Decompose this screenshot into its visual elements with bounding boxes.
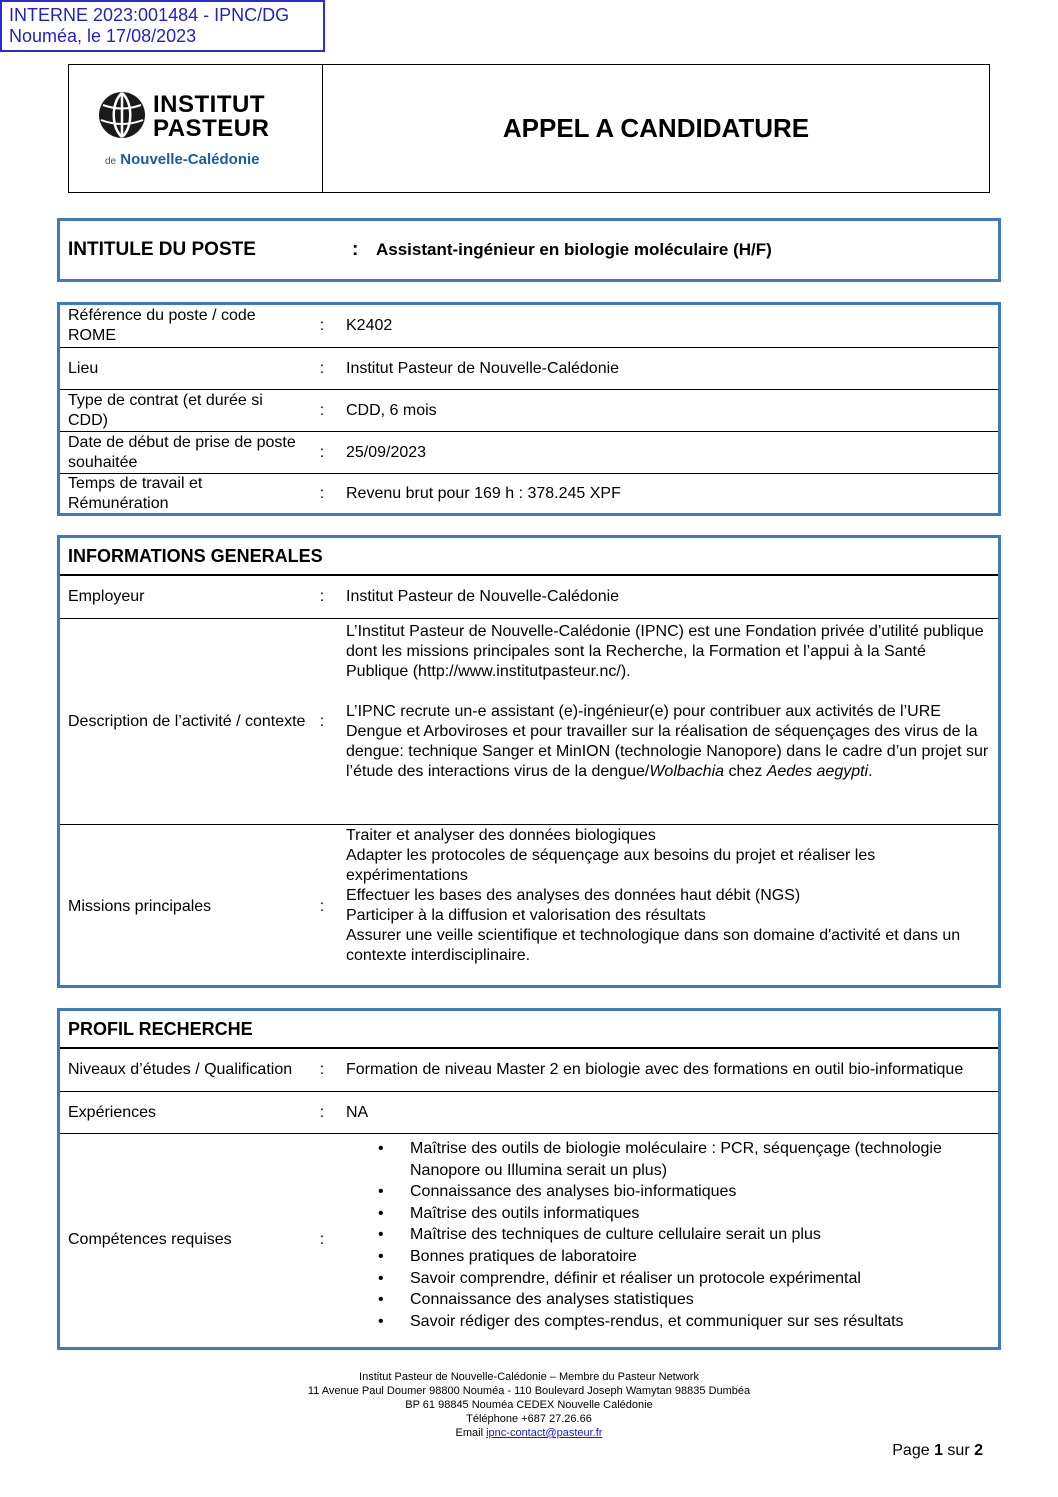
description-paragraph-1: L’Institut Pasteur de Nouvelle-Calédonie (IPNC) est une Fondation privée d’utilité publique dont les missions principales sont la Recherche, la Formation et l’appui à la Santé Publique (http://www.institutpasteur.nc/). [346, 623, 984, 680]
row-colon: : [319, 588, 325, 605]
list-item: • Maîtrise des outils informatiques [346, 1203, 992, 1225]
row-colon: : [319, 317, 325, 334]
institut-pasteur-logo [69, 65, 323, 192]
footer-line: Institut Pasteur de Nouvelle-Calédonie – Membre du Pasteur Network [359, 1371, 699, 1383]
table-row [60, 1091, 998, 1133]
list-item: • Connaissance des analyses statistiques [346, 1289, 992, 1311]
experience-label: Expériences [68, 1103, 157, 1121]
list-item: • Savoir comprendre, définir et réaliser un protocole expérimental [346, 1268, 992, 1290]
table-row [60, 473, 998, 513]
stamp-date: Nouméa, le 17/08/2023 [9, 26, 197, 46]
row-value: 25/09/2023 [346, 443, 427, 461]
page-footer [0, 1370, 1058, 1440]
position-details-section [57, 302, 1001, 516]
description-value [337, 619, 998, 824]
row-colon: : [319, 1231, 325, 1248]
list-item: Participer à la diffusion et valorisation des résultats [346, 907, 706, 924]
list-item: Assurer une veille scientifique et technologique dans son domaine d'activité et dans un contexte interdisciplinaire. [346, 927, 961, 964]
footer-line: Téléphone +687 27.26.66 [466, 1413, 592, 1425]
description-label: Description de l’activité / contexte [68, 712, 306, 730]
job-title-label: INTITULE DU POSTE [68, 239, 256, 260]
row-colon: : [319, 484, 325, 502]
section-title: INFORMATIONS GENERALES [60, 538, 998, 576]
education-value: Formation de niveau Master 2 en biologie avec des formations en outil bio-informatique [346, 1061, 964, 1078]
footer-line: BP 61 98845 Nouméa CEDEX Nouvelle Calédonie [405, 1399, 653, 1411]
row-colon: : [319, 1103, 325, 1121]
row-value: K2402 [346, 317, 393, 334]
table-row [60, 576, 998, 618]
list-item: • Bonnes pratiques de laboratoire [346, 1246, 992, 1268]
row-label: Référence du poste / code ROME [68, 307, 256, 344]
employer-label: Employeur [68, 588, 145, 605]
table-row [60, 1049, 998, 1091]
skills-label: Compétences requises [68, 1231, 232, 1248]
missions-label: Missions principales [68, 897, 212, 915]
list-item: Traiter et analyser des données biologiques [346, 827, 656, 844]
table-row [60, 431, 998, 473]
row-value: Institut Pasteur de Nouvelle-Calédonie [346, 359, 620, 377]
missions-list [337, 825, 998, 988]
job-title-colon: : [352, 239, 359, 260]
experience-value: NA [346, 1103, 369, 1121]
education-label: Niveaux d’études / Qualification [68, 1061, 293, 1078]
logo-institut-text: INSTITUT [153, 91, 265, 118]
globe-icon [97, 90, 147, 140]
job-title-section [57, 218, 1001, 282]
skills-list [337, 1134, 998, 1346]
row-label: Date de début de prise de poste souhaitée [68, 433, 296, 471]
job-title-value: Assistant-ingénieur en biologie moléculaire (H/F) [376, 240, 772, 259]
section-title: PROFIL RECHERCHE [60, 1011, 998, 1049]
document-title: APPEL A CANDIDATURE [502, 113, 810, 143]
table-row [60, 305, 998, 347]
row-colon: : [319, 401, 325, 419]
logo-location-text: de Nouvelle-Calédonie [105, 151, 260, 168]
row-label: Temps de travail et Rémunération [68, 474, 203, 512]
row-value: CDD, 6 mois [346, 401, 437, 419]
list-item: • Connaissance des analyses bio-informatiques [346, 1181, 992, 1203]
list-item: • Maîtrise des outils de biologie moléculaire : PCR, séquençage (technologie Nanopore ou Illumina serait un plus) [346, 1138, 992, 1181]
table-row [60, 824, 998, 988]
row-colon: : [319, 443, 325, 461]
general-information-section [57, 535, 1001, 988]
research-profile-section [57, 1008, 1001, 1350]
row-label: Type de contrat (et durée si CDD) [68, 391, 263, 429]
employer-value: Institut Pasteur de Nouvelle-Calédonie [346, 588, 620, 605]
footer-email-line: Email ipnc-contact@pasteur.fr [455, 1427, 603, 1439]
row-colon: : [319, 897, 325, 915]
table-row [60, 389, 998, 431]
internal-reference-stamp [0, 0, 325, 52]
row-colon: : [319, 359, 325, 377]
list-item: Adapter les protocoles de séquençage aux besoins du projet et réaliser les expérimentations [346, 847, 876, 884]
email-link[interactable]: ipnc-contact@pasteur.fr [486, 1427, 603, 1439]
row-colon: : [319, 712, 325, 730]
table-row [60, 618, 998, 824]
footer-line: 11 Avenue Paul Doumer 98800 Nouméa - 110 Boulevard Joseph Wamytan 98835 Dumbéa [307, 1385, 751, 1397]
page-number: Page 1 sur 2 [892, 1442, 983, 1459]
row-colon: : [319, 1061, 325, 1078]
list-item: Effectuer les bases des analyses des données haut débit (NGS) [346, 887, 801, 904]
row-value: Revenu brut pour 169 h : 378.245 XPF [346, 484, 621, 502]
logo-pasteur-text: PASTEUR [153, 115, 270, 142]
table-row [60, 347, 998, 389]
stamp-reference: INTERNE 2023:001484 - IPNC/DG [9, 5, 290, 25]
row-label: Lieu [68, 359, 99, 377]
table-row [60, 1133, 998, 1346]
document-header [68, 64, 990, 193]
description-paragraph-2: L’IPNC recrute un-e assistant (e)-ingénieur(e) pour contribuer aux activités de l’URE Dengue et Arboviroses et pour travailler sur la réalisation de séquençages des virus de la dengue: technique Sanger et MinION (technologie Nanopore) dans le cadre d’un projet sur l’étude des interactions virus de la dengue/Wolbachia chez Aedes aegypti. [346, 703, 989, 780]
list-item: • Maîtrise des techniques de culture cellulaire serait un plus [346, 1224, 992, 1246]
list-item: • Savoir rédiger des comptes-rendus, et communiquer sur ses résultats [346, 1311, 992, 1333]
